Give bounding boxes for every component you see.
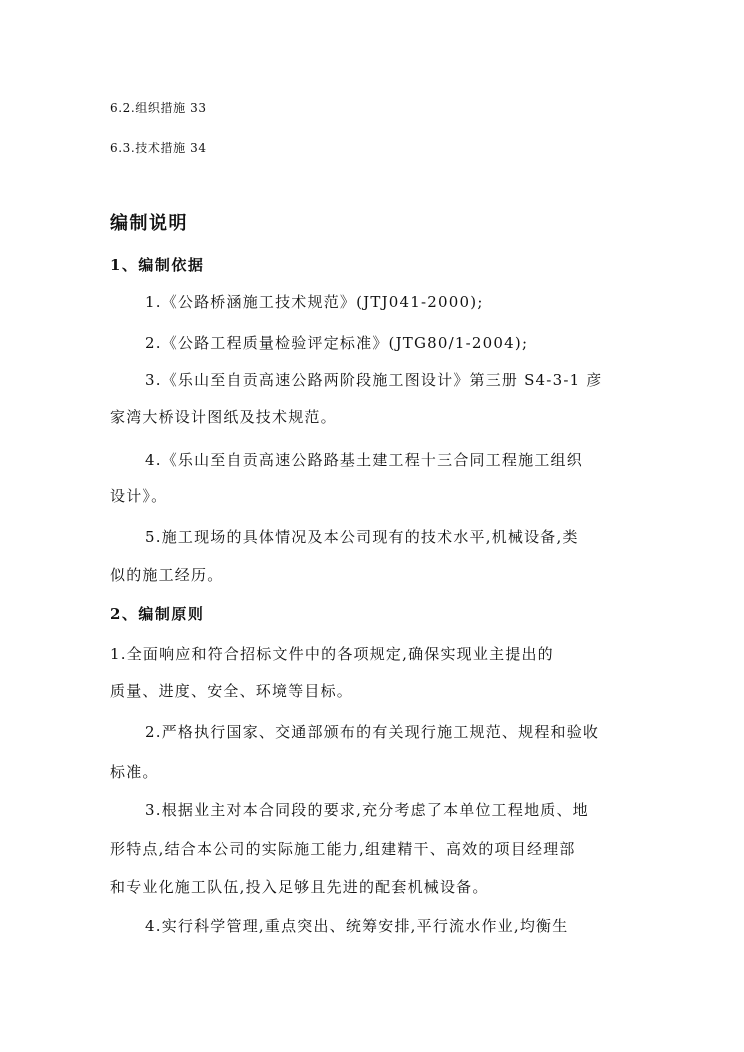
section1-para-1: 1.《公路桥涵施工技术规范》(JTJ041-2000);	[145, 293, 484, 311]
section2-para-1-line-1: 1.全面响应和符合招标文件中的各项规定,确保实现业主提出的	[110, 645, 554, 663]
section1-para-5-line-2: 似的施工经历。	[110, 566, 224, 584]
heading-compilation-notes: 编制说明	[110, 213, 188, 234]
toc-item-6-3: 6.3.技术措施 34	[110, 141, 207, 155]
section1-para-3-line-2: 家湾大桥设计图纸及技术规范。	[110, 408, 337, 426]
section1-para-5-line-1: 5.施工现场的具体情况及本公司现有的技术水平,机械设备,类	[145, 528, 579, 546]
section2-para-3-line-2: 形特点,结合本公司的实际施工能力,组建精干、高效的项目经理部	[110, 840, 576, 858]
section1-para-4-line-1: 4.《乐山至自贡高速公路路基土建工程十三合同工程施工组织	[145, 451, 583, 469]
section2-para-2-line-1: 2.严格执行国家、交通部颁布的有关现行施工规范、规程和验收	[145, 723, 600, 741]
section2-para-1-line-2: 质量、进度、安全、环境等目标。	[110, 682, 354, 700]
section1-para-4-line-2: 设计》。	[110, 487, 168, 505]
section1-para-3-line-1: 3.《乐山至自贡高速公路两阶段施工图设计》第三册 S4-3-1 彦	[145, 371, 603, 389]
section2-title: 2、编制原则	[110, 605, 205, 623]
section1-para-2: 2.《公路工程质量检验评定标准》(JTG80/1-2004);	[145, 334, 529, 352]
section2-para-2-line-2: 标准。	[110, 763, 159, 781]
section2-para-3-line-1: 3.根据业主对本合同段的要求,充分考虑了本单位工程地质、地	[145, 801, 589, 819]
toc-item-6-2: 6.2.组织措施 33	[110, 101, 207, 115]
section1-title: 1、编制依据	[110, 256, 205, 274]
section2-para-4-line-1: 4.实行科学管理,重点突出、统筹安排,平行流水作业,均衡生	[145, 917, 569, 935]
section2-para-3-line-3: 和专业化施工队伍,投入足够且先进的配套机械设备。	[110, 878, 489, 896]
